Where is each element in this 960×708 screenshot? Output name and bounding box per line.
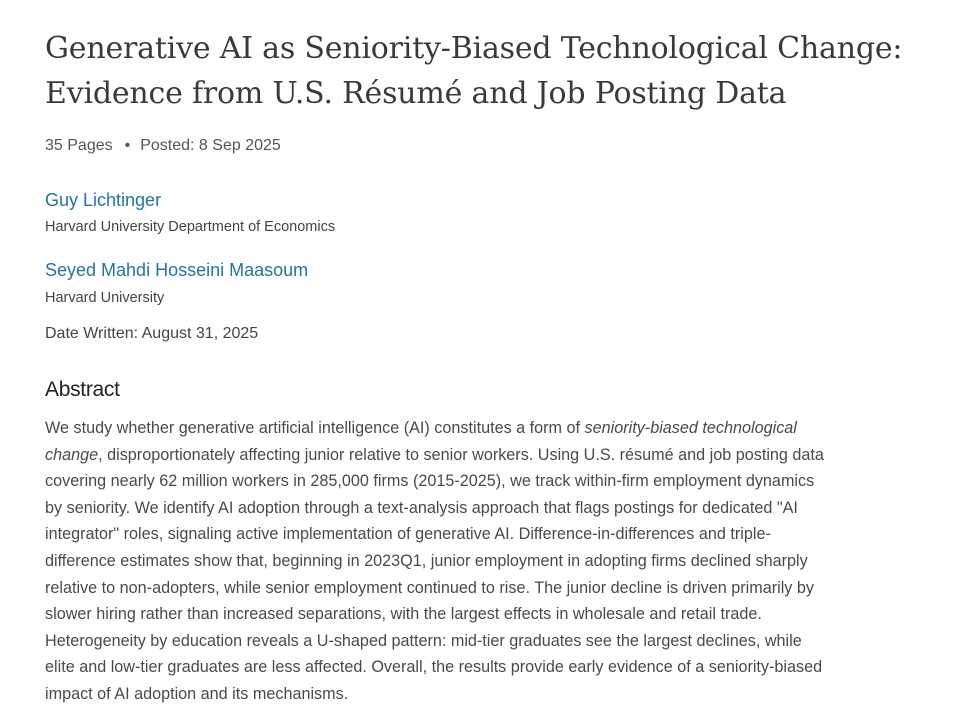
abstract-body: [45, 415, 925, 708]
abstract-line: slower hiring rather than increased separations, with the largest effects in wholesale and retail trade.: [45, 605, 762, 624]
abstract-text: , disproportionately affecting junior relative to senior workers. Using U.S. résumé and job posting data: [98, 445, 824, 464]
author-affiliation: Harvard University Department of Economics: [45, 219, 336, 235]
author-link-lichtinger[interactable]: Guy Lichtinger: [45, 190, 162, 210]
paper-title: [45, 26, 925, 116]
author-affiliation: Harvard University: [45, 290, 165, 306]
abstract-heading: Abstract: [45, 378, 120, 401]
paper-meta: [45, 135, 281, 157]
abstract-line: by seniority. We identify AI adoption through a text-analysis approach that flags postings for dedicated "AI: [45, 498, 798, 517]
page-count: 35 Pages: [45, 137, 113, 154]
paper-title-line: Evidence from U.S. Résumé and Job Posting Data: [45, 76, 787, 111]
abstract-text: We study whether generative artificial intelligence (AI) constitutes a form of: [45, 419, 585, 437]
abstract-emphasis: seniority-biased technological: [584, 419, 797, 437]
abstract-line: elite and low-tier graduates are less affected. Overall, the results provide early evidence of a seniority-biased: [45, 658, 823, 677]
posted-date: Posted: 8 Sep 2025: [140, 137, 281, 154]
abstract-line: integrator" roles, signaling active implementation of generative AI. Difference-in-differences and triple-: [45, 525, 771, 544]
abstract-line: difference estimates show that, beginning in 2023Q1, junior employment in adopting firms declined sharply: [45, 551, 808, 570]
paper-title-line: Generative AI as Seniority-Biased Technological Change:: [45, 31, 903, 66]
author-link-hosseini-maasoum[interactable]: Seyed Mahdi Hosseini Maasoum: [45, 260, 309, 280]
abstract-line: relative to non-adopters, while senior employment continued to rise. The junior decline is driven primarily by: [45, 578, 814, 597]
abstract-line: impact of AI adoption and its mechanisms.: [45, 684, 349, 703]
abstract-line: covering nearly 62 million workers in 285,000 firms (2015-2025), we track within-firm employment dynamics: [45, 472, 815, 491]
meta-separator: •: [124, 137, 131, 154]
abstract-emphasis: change: [45, 445, 99, 464]
date-written: Date Written: August 31, 2025: [45, 325, 259, 342]
abstract-line: [45, 415, 925, 442]
abstract-line: [45, 442, 925, 469]
abstract-line: Heterogeneity by education reveals a U-shaped pattern: mid-tier graduates see the largest declines, while: [45, 631, 802, 650]
